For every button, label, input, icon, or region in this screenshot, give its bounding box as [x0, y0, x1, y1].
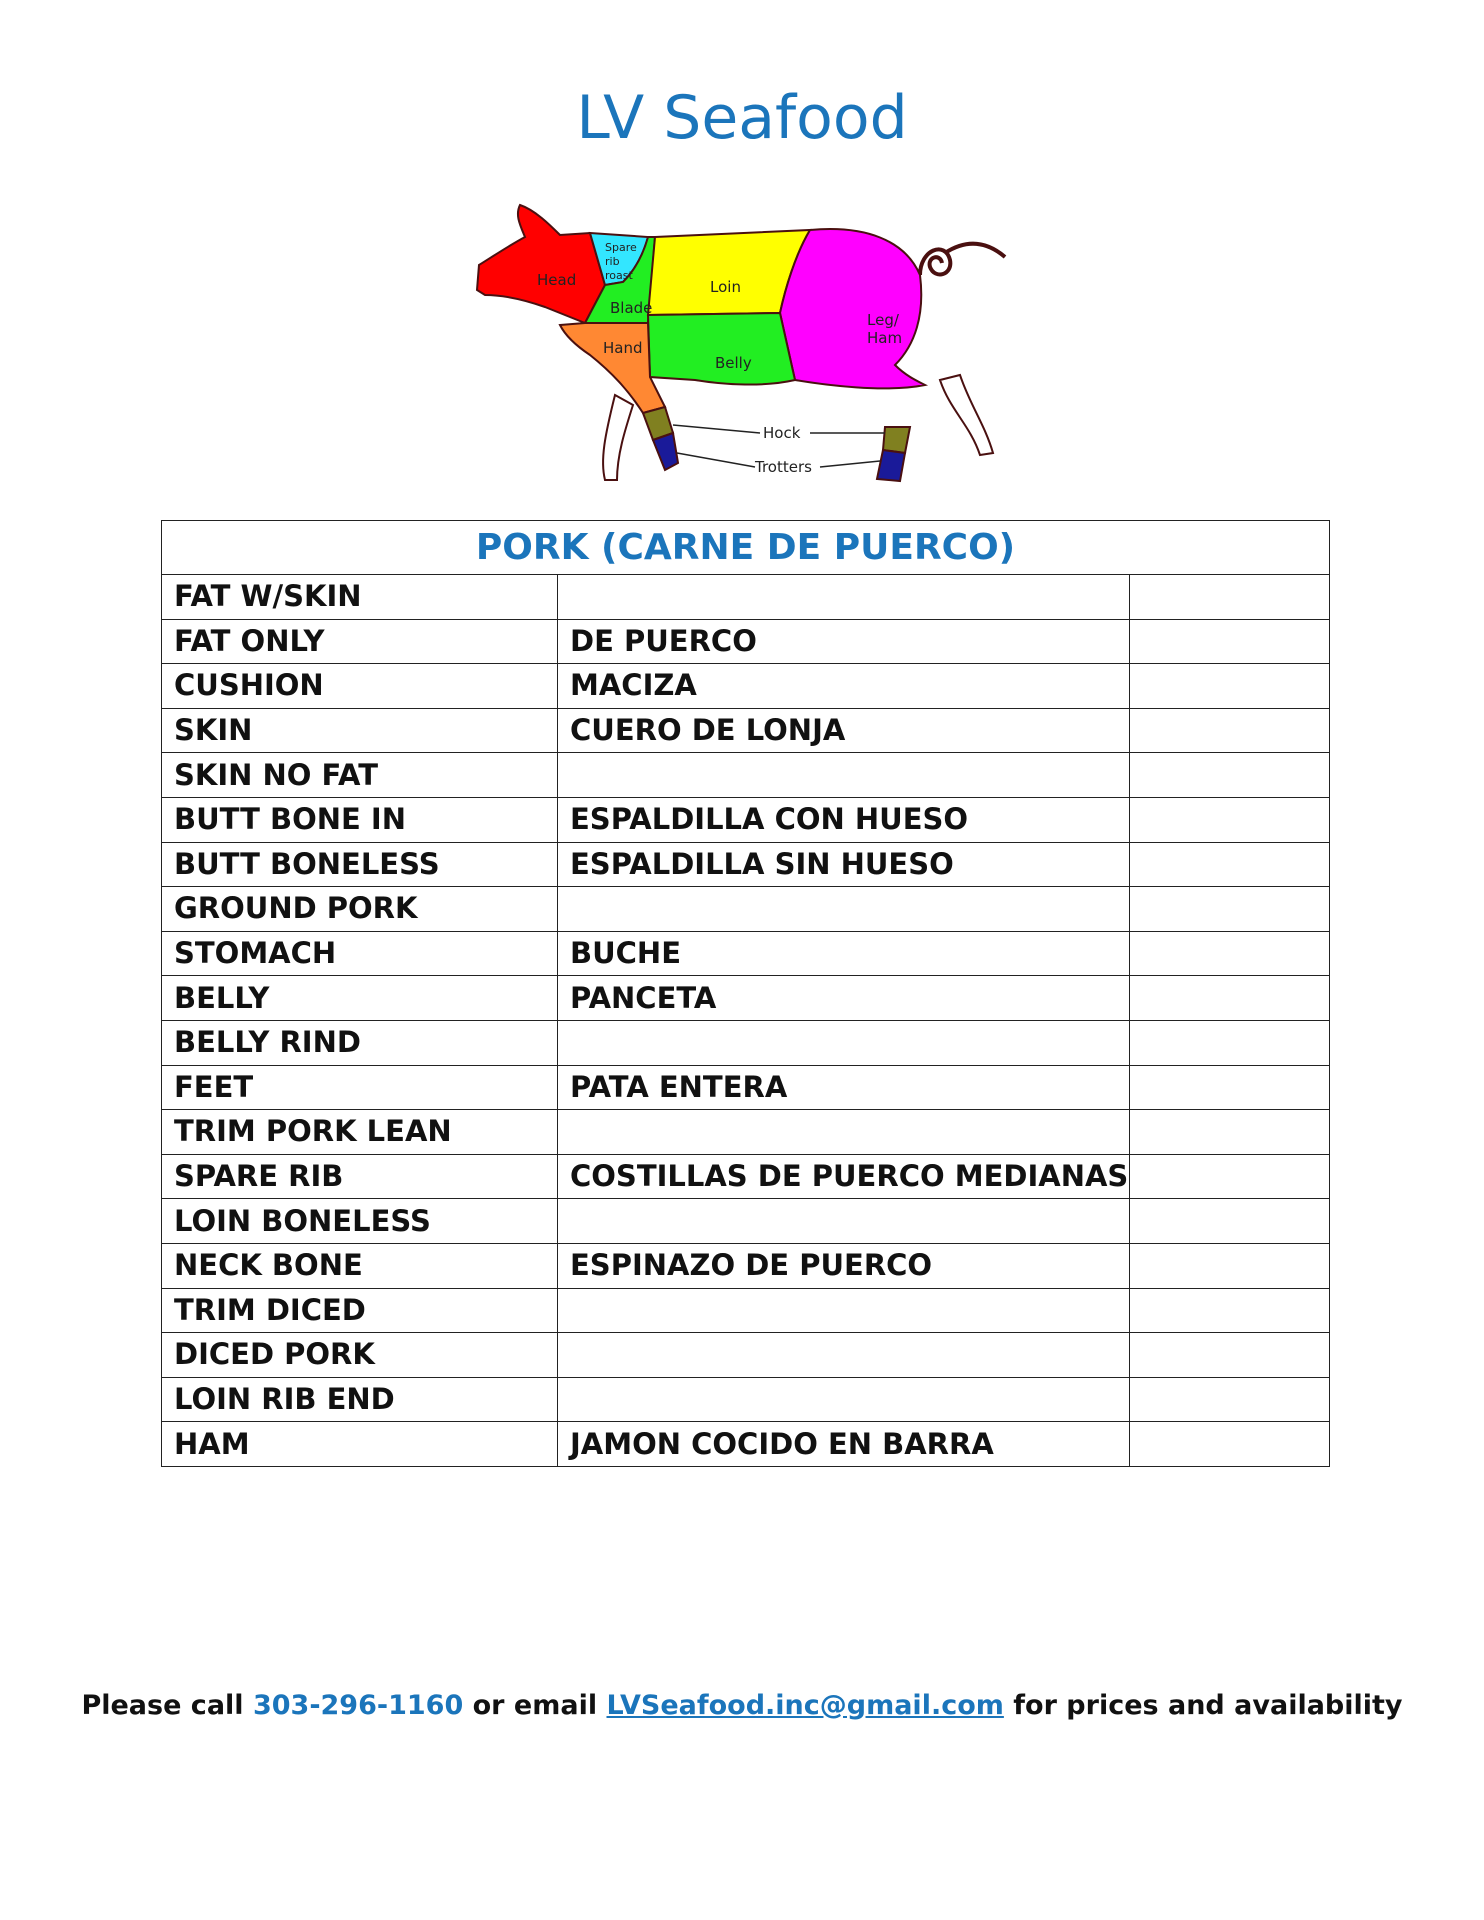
cell-english: BUTT BONE IN [162, 797, 558, 842]
table-row [162, 1020, 1330, 1065]
table-row [162, 1199, 1330, 1244]
cell-spanish: BUCHE [558, 931, 1130, 976]
front-trotter [653, 433, 678, 470]
cell-price [1130, 575, 1330, 620]
cell-spanish: ESPALDILLA SIN HUESO [558, 842, 1130, 887]
cell-english: SPARE RIB [162, 1154, 558, 1199]
cell-spanish [558, 1288, 1130, 1333]
cell-english: DICED PORK [162, 1333, 558, 1378]
table-row [162, 1377, 1330, 1422]
rear-hock [883, 427, 910, 453]
cell-price [1130, 842, 1330, 887]
cell-spanish: JAMON COCIDO EN BARRA [558, 1422, 1130, 1467]
label-spare-rib-2: rib [605, 255, 620, 268]
cell-price [1130, 1422, 1330, 1467]
table-row [162, 976, 1330, 1021]
table-row [162, 797, 1330, 842]
rear-hind-leg [603, 395, 633, 480]
cell-english: GROUND PORK [162, 887, 558, 932]
cell-english: LOIN RIB END [162, 1377, 558, 1422]
cell-price [1130, 1065, 1330, 1110]
cell-english: SKIN [162, 708, 558, 753]
cell-spanish [558, 1110, 1130, 1155]
label-spare-rib-3: roast [605, 269, 633, 282]
cell-spanish: PATA ENTERA [558, 1065, 1130, 1110]
cell-price [1130, 976, 1330, 1021]
cell-spanish [558, 1199, 1130, 1244]
cell-english: BELLY [162, 976, 558, 1021]
table-header: PORK (CARNE DE PUERCO) [162, 521, 1330, 575]
label-belly: Belly [715, 354, 752, 372]
table-row [162, 708, 1330, 753]
cell-spanish [558, 575, 1130, 620]
cell-spanish: DE PUERCO [558, 619, 1130, 664]
label-trotters: Trotters [755, 458, 812, 476]
cell-price [1130, 708, 1330, 753]
contact-footer [0, 1690, 1484, 1721]
cell-english: STOMACH [162, 931, 558, 976]
table-row [162, 1243, 1330, 1288]
cell-price [1130, 1110, 1330, 1155]
table-row [162, 1333, 1330, 1378]
table-row [162, 931, 1330, 976]
hand-cut [560, 323, 665, 413]
cell-english: BUTT BONELESS [162, 842, 558, 887]
footer-text-1: Please call [81, 1690, 253, 1721]
cell-english: HAM [162, 1422, 558, 1467]
label-blade: Blade [610, 299, 653, 317]
label-hock: Hock [763, 424, 801, 442]
cell-price [1130, 1154, 1330, 1199]
label-head: Head [537, 271, 577, 289]
label-loin: Loin [710, 278, 741, 296]
table-row [162, 1065, 1330, 1110]
cell-price [1130, 797, 1330, 842]
cell-spanish [558, 753, 1130, 798]
cell-english: CUSHION [162, 664, 558, 709]
cell-english: LOIN BONELESS [162, 1199, 558, 1244]
cell-english: TRIM PORK LEAN [162, 1110, 558, 1155]
cell-spanish: ESPINAZO DE PUERCO [558, 1243, 1130, 1288]
cell-spanish: PANCETA [558, 976, 1130, 1021]
table-row [162, 1422, 1330, 1467]
label-leg-2: Ham [867, 329, 903, 347]
cell-english: BELLY RIND [162, 1020, 558, 1065]
cell-price [1130, 664, 1330, 709]
rear-trotter [877, 450, 905, 481]
label-hand: Hand [603, 339, 643, 357]
cell-price [1130, 753, 1330, 798]
cell-spanish [558, 1377, 1130, 1422]
tail [920, 244, 1005, 275]
table-row [162, 887, 1330, 932]
cell-price [1130, 1243, 1330, 1288]
page-title: LV Seafood [576, 83, 908, 153]
label-spare-rib-1: Spare [605, 241, 637, 254]
cell-price [1130, 619, 1330, 664]
table-row [162, 664, 1330, 709]
table-row [162, 753, 1330, 798]
table-row [162, 842, 1330, 887]
footer-text-3: for prices and availability [1003, 1690, 1403, 1721]
cell-price [1130, 887, 1330, 932]
cell-english: NECK BONE [162, 1243, 558, 1288]
head-cut [477, 205, 605, 323]
cell-price [1130, 1020, 1330, 1065]
rear-back-leg [940, 375, 993, 455]
cell-spanish: CUERO DE LONJA [558, 708, 1130, 753]
cell-price [1130, 931, 1330, 976]
cell-spanish [558, 1020, 1130, 1065]
cell-price [1130, 1377, 1330, 1422]
cell-spanish: ESPALDILLA CON HUESO [558, 797, 1130, 842]
email-link[interactable]: LVSeafood.inc@gmail.com [606, 1690, 1004, 1721]
pork-price-table [161, 520, 1330, 1467]
table-row [162, 1154, 1330, 1199]
table-row [162, 1110, 1330, 1155]
table-header-row [162, 521, 1330, 575]
cell-price [1130, 1288, 1330, 1333]
table-row [162, 575, 1330, 620]
cell-price [1130, 1199, 1330, 1244]
cell-english: FEET [162, 1065, 558, 1110]
phone-number[interactable]: 303-296-1160 [252, 1690, 464, 1721]
cell-spanish [558, 887, 1130, 932]
label-leg-1: Leg/ [867, 311, 899, 329]
cell-spanish: MACIZA [558, 664, 1130, 709]
cell-english: TRIM DICED [162, 1288, 558, 1333]
cell-english: FAT ONLY [162, 619, 558, 664]
table-row [162, 619, 1330, 664]
table-row [162, 1288, 1330, 1333]
cell-spanish [558, 1333, 1130, 1378]
cell-spanish: COSTILLAS DE PUERCO MEDIANAS [558, 1154, 1130, 1199]
belly-cut [648, 313, 795, 385]
pork-cuts-diagram [465, 195, 1025, 495]
cell-english: SKIN NO FAT [162, 753, 558, 798]
footer-text-2: or email [463, 1690, 607, 1721]
cell-price [1130, 1333, 1330, 1378]
cell-english: FAT W/SKIN [162, 575, 558, 620]
leg-cut [780, 229, 925, 388]
